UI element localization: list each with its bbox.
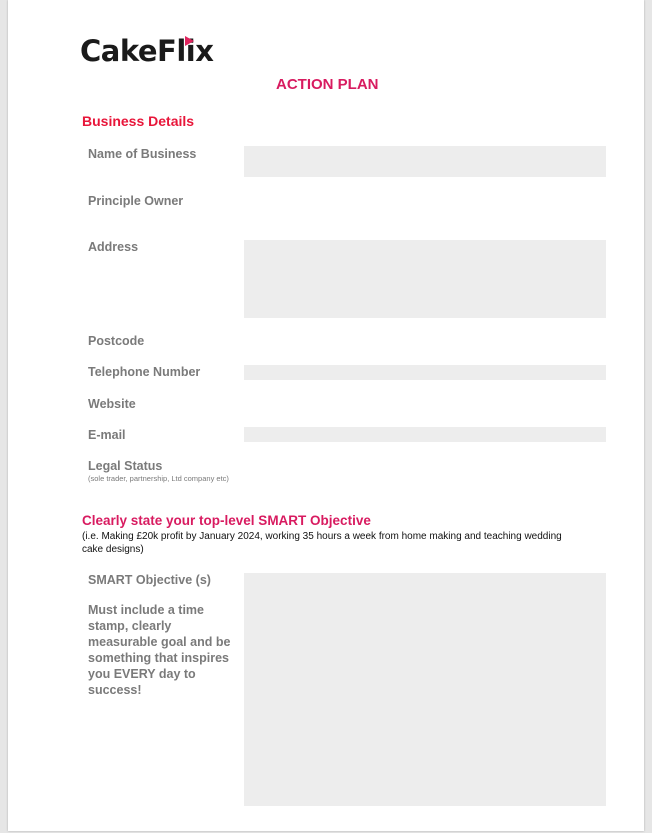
smart-objective-field[interactable]	[244, 573, 606, 806]
telephone-number-label: Telephone Number	[88, 365, 201, 379]
legal-status-field[interactable]	[244, 458, 606, 492]
postcode-field[interactable]	[244, 333, 606, 350]
smart-objective-note: Must include a time stamp, clearly measurable goal and be something that inspires you EVERY day to success!	[88, 603, 231, 697]
logo-flag-icon	[185, 36, 194, 46]
principle-owner-label: Principle Owner	[88, 194, 184, 208]
website-field[interactable]	[244, 396, 606, 411]
principle-owner-field[interactable]	[244, 193, 606, 224]
document-page	[8, 0, 644, 831]
website-label: Website	[88, 397, 136, 411]
cakeflix-logo: CakeFlix	[80, 34, 214, 68]
email-field[interactable]	[244, 427, 606, 442]
smart-objective-hint: (i.e. Making £20k profit by January 2024, working 35 hours a week from home making and teaching wedding cake designs)	[82, 531, 562, 555]
business-details-heading: Business Details	[82, 113, 195, 129]
legal-status-sublabel: (sole trader, partnership, Ltd company etc)	[88, 474, 229, 483]
postcode-label: Postcode	[88, 334, 145, 348]
legal-status-label: Legal Status	[88, 459, 163, 473]
smart-objective-label: SMART Objective (s)	[88, 573, 211, 587]
name-of-business-label: Name of Business	[88, 147, 197, 161]
email-label: E-mail	[88, 428, 126, 442]
address-field[interactable]	[244, 240, 606, 318]
page-title: ACTION PLAN	[276, 76, 379, 93]
name-of-business-field[interactable]	[244, 146, 606, 177]
smart-objective-heading: Clearly state your top-level SMART Objective	[82, 513, 371, 528]
telephone-number-field[interactable]	[244, 365, 606, 380]
address-label: Address	[88, 240, 139, 254]
